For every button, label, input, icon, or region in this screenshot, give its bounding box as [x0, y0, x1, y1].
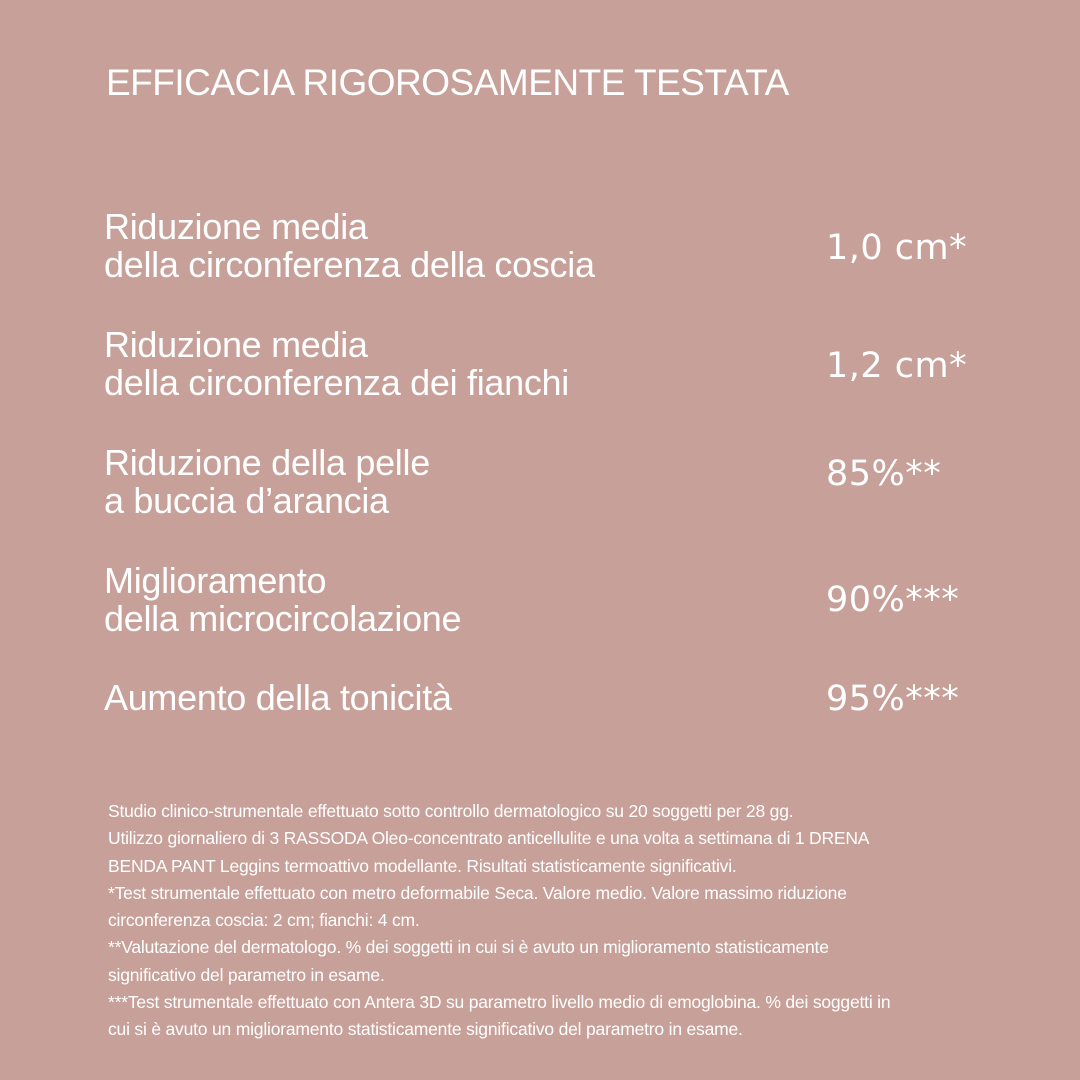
- result-value: 1,2 cm*: [826, 346, 968, 386]
- result-label-line2: della microcircolazione: [104, 598, 462, 639]
- result-value: 1,0 cm*: [826, 228, 968, 268]
- result-label-line2: a buccia d’arancia: [104, 480, 389, 521]
- page-title: EFFICACIA RIGOROSAMENTE TESTATA: [106, 62, 789, 103]
- result-value: 95%***: [826, 679, 960, 719]
- footnote-line: Utilizzo giornaliero di 3 RASSODA Oleo-concentrato anticellulite e una volta a settimana di 1 DRENA: [108, 828, 870, 849]
- result-label-line2: della circonferenza dei fianchi: [104, 362, 569, 403]
- result-value: 90%***: [826, 580, 960, 620]
- result-label-line1: Riduzione della pelle: [104, 442, 430, 483]
- footnote-line: Studio clinico-strumentale effettuato sotto controllo dermatologico su 20 soggetti per 28 gg.: [108, 801, 794, 821]
- footnote-line: **Valutazione del dermatologo. % dei soggetti in cui si è avuto un miglioramento statisticamente: [108, 937, 829, 958]
- result-label-line1: Miglioramento: [104, 560, 327, 601]
- result-label: [104, 562, 461, 638]
- result-label: [104, 679, 452, 717]
- result-label: [104, 444, 430, 520]
- footnote-line: ***Test strumentale effettuato con Antera 3D su parametro livello medio di emoglobina. % dei soggetti in: [108, 992, 891, 1013]
- result-label-line1: Riduzione media: [104, 206, 368, 247]
- footnote-line: circonferenza coscia: 2 cm; fianchi: 4 cm.: [108, 910, 420, 931]
- footnote-line: cui si è avuto un miglioramento statisticamente significativo del parametro in esame.: [108, 1019, 743, 1040]
- footnotes: [108, 798, 1028, 1044]
- footnote-line: significativo del parametro in esame.: [108, 964, 385, 985]
- result-label-line1: Riduzione media: [104, 324, 368, 365]
- result-label: [104, 208, 595, 284]
- result-label-line1: Aumento della tonicità: [104, 677, 452, 718]
- result-label-line2: della circonferenza della coscia: [104, 244, 595, 285]
- result-value: 85%**: [826, 454, 942, 494]
- footnote-line: BENDA PANT Leggins termoattivo modellante. Risultati statisticamente significativi.: [108, 855, 737, 876]
- footnote-line: *Test strumentale effettuato con metro deformabile Seca. Valore medio. Valore massimo riduzione: [108, 882, 847, 903]
- result-label: [104, 326, 569, 402]
